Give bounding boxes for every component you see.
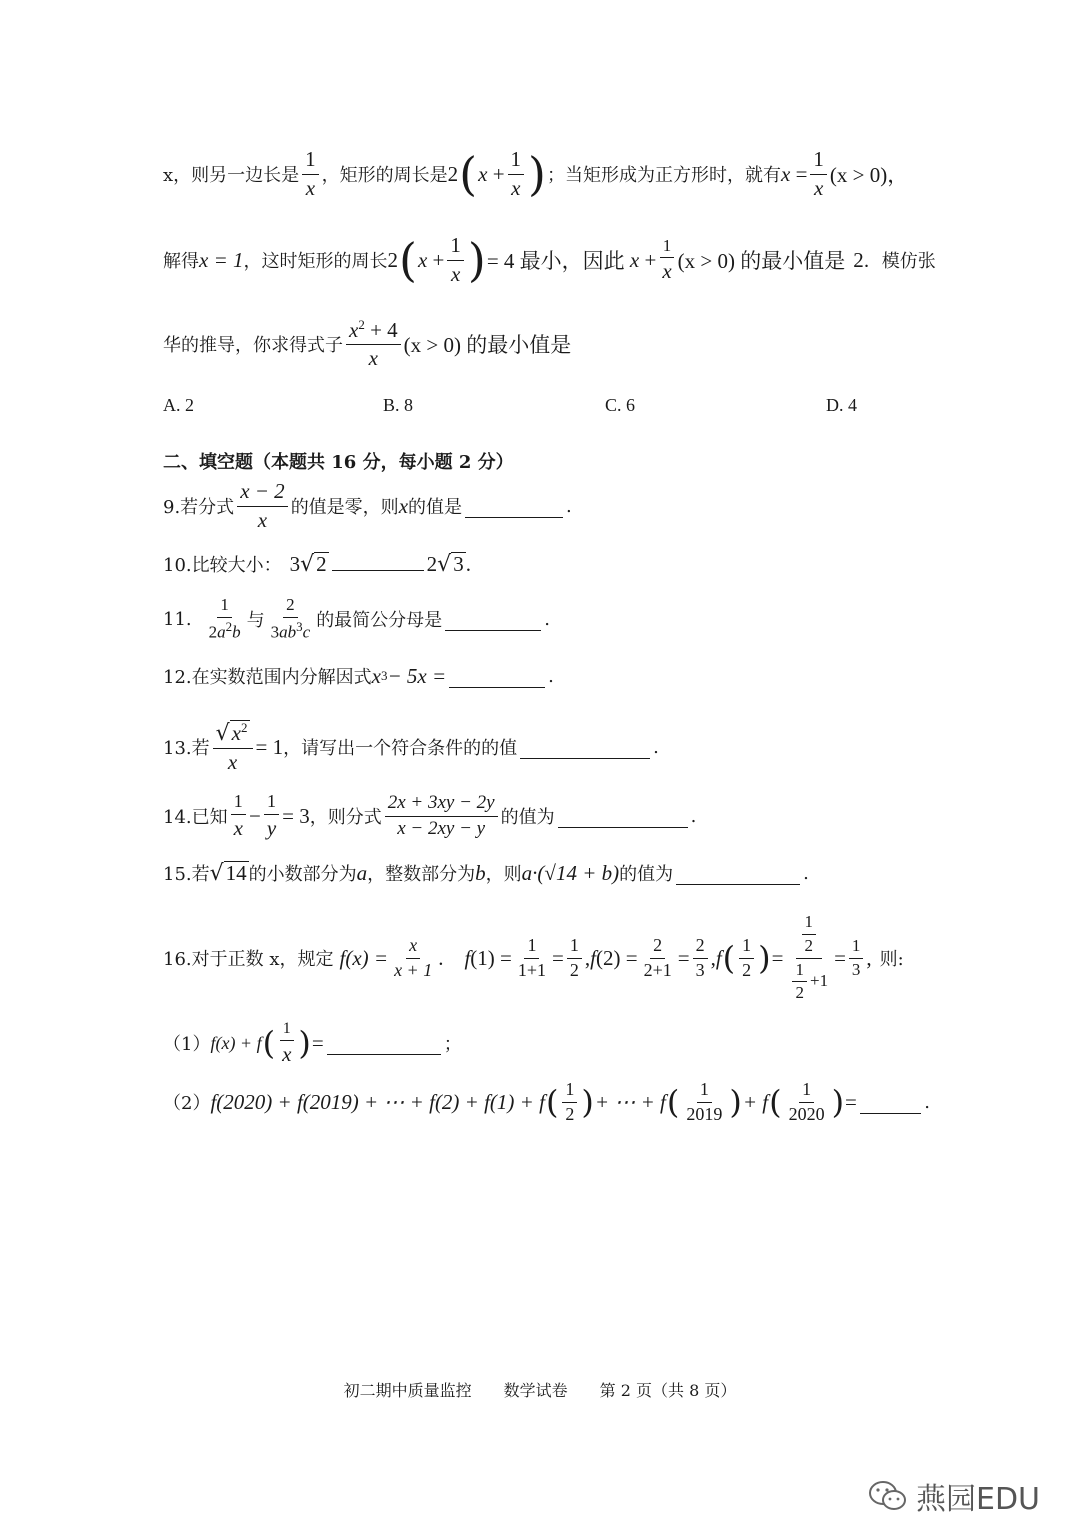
q11-fraction-1: $\frac{1}{2a^2b}$ (208, 594, 241, 642)
q13-answer-blank[interactable] (520, 736, 650, 759)
q10-prefix: 10.比较大小： (163, 555, 282, 576)
choice-b[interactable]: B. 8 (383, 395, 414, 415)
intro-text-5: 解得 (163, 251, 199, 272)
q10-answer-blank[interactable] (332, 558, 424, 571)
paren-left: ( (459, 147, 478, 201)
intro-text-1: x，则另一边长是 (163, 165, 300, 186)
intro-line-1: x，则另一边长是 $\frac{1}{x}$ ，矩形的周长是 2 ( x + $\frac{1}{x}$ ) ；当矩形成为正方形时，就有 x = $\frac{1}{x}$ (x > 0)， (163, 147, 909, 201)
q11-prefix: 11. (163, 608, 192, 630)
intro-text-8: (x > 0) 的最小值是 (677, 249, 846, 273)
question-10: 10.比较大小： 3 √ 2 2 √ 3 . (163, 551, 471, 578)
intro-line-2: 解得 x = 1 ，这时矩形的周长 2 ( x + $\frac{1}{x}$ ) = 4 最小，因此 x + $\frac{1}{x}$ (x > 0) 的最小值是 2 ．模仿张 (163, 233, 936, 287)
q9-text: 的值是零，则 (290, 497, 399, 518)
fraction-1-over-x: $\frac{1}{x}$ (447, 234, 464, 285)
math-x-eq-1: x = 1 (199, 247, 244, 272)
intro-text-10: 华的推导，你求得式子 (163, 335, 343, 356)
q16-prefix: 16.对于正数 x，规定 (163, 949, 334, 970)
question-16-part-1: （1） f(x) + f ( $\frac{1}{x}$ ) = ； (163, 1020, 462, 1066)
choice-d[interactable]: D. 4 (826, 395, 857, 415)
intro-text-6: ，这时矩形的周长 (243, 251, 388, 272)
question-15: 15.若 √ 14 的小数部分为 a ，整数部分为 b ，则 a·(√14 + b) 的值为 . (163, 860, 809, 887)
intro-text-3: ；当矩形成为正方形时，就有 (546, 165, 781, 186)
question-14: 14.已知 $\frac{1}{x}$ − $\frac{1}{y}$ = 3 ，则分式 $\frac{2x + 3xy - 2y}{x - 2xy - y}$ 的值为 . (163, 791, 697, 840)
q14-prefix: 14.已知 (163, 807, 228, 828)
choice-c[interactable]: C. 6 (605, 395, 636, 415)
q15-prefix: 15.若 (163, 864, 210, 885)
math-min-value: 2 (853, 247, 864, 272)
q14-fraction: $\frac{2x + 3xy - 2y}{x - 2xy - y}$ (385, 793, 498, 840)
q14-answer-blank[interactable] (558, 805, 688, 828)
question-13: 13.若 √ $x^2$ x = 1 ，请写出一个符合条件的的值 . (163, 720, 659, 774)
math-two: 2 (447, 161, 459, 186)
sqrt-3: √ 3 (437, 551, 464, 578)
math-x: x (478, 161, 488, 186)
fraction-1-over-x: $\frac{1}{x}$ (810, 148, 827, 199)
q11-fraction-2: $\frac{2}{3ab^3c}$ (270, 594, 311, 642)
question-16: 16.对于正数 x，规定 f(x) = $\frac{x}{x + 1}$ . f (1) = $\frac{1}{1+1}$ = $\frac{1}{2}$ , f (2) = $\frac{2}{2+1}$ = $\frac{2}{3}$ , f ( $\frac{1}{2}$ ) = $\frac{1}{2}$ $\frac{1}{2}$ +1 = $\frac{1}{3}$ , 则: (163, 912, 904, 1003)
q16-1-answer-blank[interactable] (327, 1032, 441, 1055)
fraction-x2-plus-4-over-x: $\frac{x^2 + 4}{x}$ (346, 318, 401, 370)
sqrt-14: √ 14 (209, 860, 247, 887)
intro-text-7: = 4 最小，因此 (486, 249, 625, 273)
question-16-part-2: （2） f(2020) + f(2019) + ⋯ + f(2) + f(1) + f ( $\frac{1}{2}$ ) + ⋯ + f ( $\frac{1}{2019}$ ) + f ( $\frac{1}{2020}$ ) = . (163, 1078, 930, 1124)
fraction-1-over-x: $\frac{1}{x}$ (508, 148, 525, 199)
q9-text-2: 的值是 (408, 497, 463, 518)
question-12: 12.在实数范围内分解因式 x 3 − 5x = . (163, 663, 554, 688)
sqrt-2: √ 2 (300, 551, 327, 578)
fraction-1-over-x: $\frac{1}{x}$ (302, 148, 319, 199)
q12-prefix: 12.在实数范围内分解因式 (163, 667, 372, 688)
intro-text-11: (x > 0) 的最小值是 (403, 333, 572, 357)
intro-text-9: ．模仿张 (863, 251, 936, 272)
q12-answer-blank[interactable] (449, 665, 545, 688)
choice-a[interactable]: A. 2 (163, 395, 194, 415)
q15-answer-blank[interactable] (676, 862, 800, 885)
intro-text-2: ，矩形的周长是 (321, 165, 448, 186)
q13-fraction: √ $x^2$ x (213, 720, 253, 773)
q16-nested-fraction: $\frac{1}{2}$ $\frac{1}{2}$ +1 (786, 913, 831, 1003)
q9-answer-blank[interactable] (465, 495, 563, 518)
intro-text-4: (x > 0)， (829, 163, 909, 187)
watermark-text: 燕园EDU (915, 1482, 1040, 1517)
q13-prefix: 13.若 (163, 738, 210, 759)
watermark (868, 1474, 1040, 1518)
question-11: 11. $\frac{1}{2a^2b}$ 与 $\frac{2}{3ab^3c}$ 的最简公分母是 . (163, 594, 550, 642)
section-title: 二、填空题（本题共 16 分，每小题 2 分） (163, 452, 514, 473)
q16-2-answer-blank[interactable] (860, 1091, 921, 1114)
paren-right: ) (528, 147, 546, 201)
q9-var: x (398, 493, 409, 518)
fraction-1-over-x-small: $\frac{1}{x}$ (659, 237, 674, 284)
q9-prefix: 9.若分式 (163, 497, 235, 518)
question-9: 9.若分式 $\frac{x - 2}{x}$ 的值是零，则 x 的值是 . (163, 479, 572, 532)
q11-answer-blank[interactable] (445, 608, 541, 631)
q9-fraction: $\frac{x - 2}{x}$ (237, 480, 288, 531)
wechat-icon (868, 1479, 908, 1513)
intro-line-3 (163, 316, 930, 372)
answer-choices (163, 395, 883, 419)
page-footer: 初二期中质量监控 数学试卷 第 2 页（共 8 页） (343, 1381, 737, 1400)
